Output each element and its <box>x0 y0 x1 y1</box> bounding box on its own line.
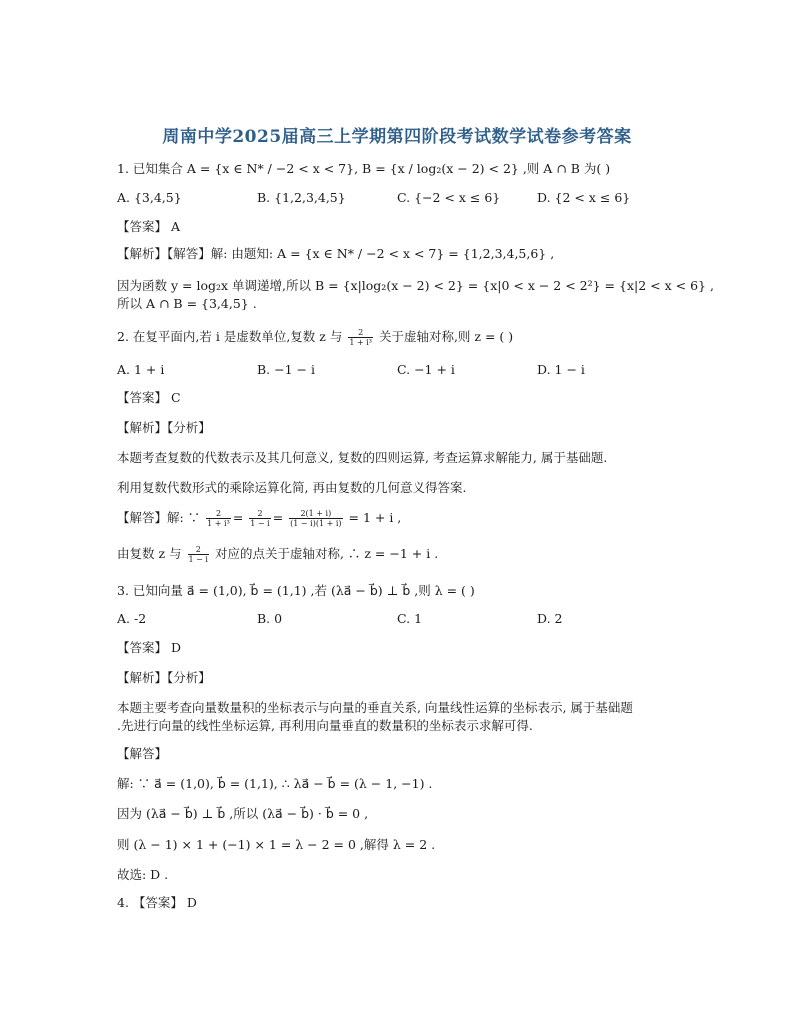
q2-solution-fraction-1: $\frac{2}{\text{1 + i³}}$ <box>207 509 230 528</box>
q3-solution-step-1: 解: ∵ a⃗ = (1,0), b⃗ = (1,1), ∴ λa⃗ − b⃗ = (λ − 1, −1) . <box>117 776 433 791</box>
q4-answer: 4. 【答案】 D <box>117 895 197 910</box>
q2-option-b: B. −1 − i <box>257 362 315 377</box>
q1-answer: 【答案】 A <box>117 219 181 234</box>
q2-solution-suffix: = 1 + i , <box>348 510 402 525</box>
q3-solution-step-3: 则 (λ − 1) × 1 + (−1) × 1 = λ − 2 = 0 ,解得 λ = 2 . <box>117 837 436 852</box>
q2-option-a: A. 1 + i <box>117 362 165 377</box>
q2-analysis-text-1: 本题考查复数的代数表示及其几何意义, 复数的四则运算, 考查运算求解能力, 属于基础题. <box>117 450 608 465</box>
q3-analysis-text-1: 本题主要考查向量数量积的坐标表示与向量的垂直关系, 向量线性运算的坐标表示, 属于基础题 <box>117 700 633 715</box>
q3-solution-label: 【解答】 <box>117 746 168 761</box>
q2-analysis-text-2: 利用复数代数形式的乘除运算化简, 再由复数的几何意义得答案. <box>117 480 467 495</box>
q3-option-b: B. 0 <box>257 611 283 626</box>
q3-answer: 【答案】 D <box>117 640 181 655</box>
q2-conclusion-part-a: 由复数 z 与 <box>117 546 182 561</box>
q3-option-a: A. -2 <box>117 611 147 626</box>
q2-analysis-label: 【解析】【分析】 <box>117 420 211 435</box>
q2-stem-part-a: 2. 在复平面内,若 i 是虚数单位,复数 z 与 <box>117 329 343 344</box>
q3-analysis-label: 【解析】【分析】 <box>117 670 211 685</box>
q1-stem: 1. 已知集合 A = {x ∈ N* / −2 < x < 7}, B = {x / log₂(x − 2) < 2} ,则 A ∩ B 为( ) <box>117 161 611 176</box>
q1-option-c: C. {−2 < x ≤ 6} <box>397 190 501 205</box>
q2-answer: 【答案】 C <box>117 390 181 405</box>
q2-option-d: D. 1 − i <box>537 362 585 377</box>
q2-fraction: $\frac{2}{\text{1 + i³}}$ <box>349 328 372 347</box>
q2-conclusion-fraction: $\frac{2}{1 - i}$ <box>188 545 208 564</box>
q3-option-c: C. 1 <box>397 611 423 626</box>
q1-option-a: A. {3,4,5} <box>117 190 182 205</box>
q2-stem-part-b: 关于虚轴对称,则 z = ( ) <box>378 329 514 344</box>
q2-solution-prefix: 【解答】解: ∵ <box>117 510 201 525</box>
q1-analysis-2: 因为函数 y = log₂x 单调递增,所以 B = {x|log₂(x − 2) < 2} = {x|0 < x − 2 < 2²} = {x|2 < x < 6} , <box>117 278 714 293</box>
q1-analysis-1: 【解析】【解答】解: 由题知: A = {x ∈ N* / −2 < x < 7} = {1,2,3,4,5,6} , <box>117 246 555 261</box>
q1-analysis-3: 所以 A ∩ B = {3,4,5} . <box>117 296 257 311</box>
q2-solution-fraction-2: $\frac{2}{1 - i}$ <box>250 509 270 528</box>
page-title: 周南中学2025届高三上学期第四阶段考试数学试卷参考答案 <box>162 127 632 147</box>
q2-solution: 【解答】解: ∵ $\frac{2}{\text{1 + i³}}$ = $\frac{2}{1 - i}$ = $\frac{2(1 + i)}{(1 - i)(1 + i)}$ = 1 + i , <box>117 509 402 528</box>
q2-solution-fraction-3: $\frac{2(1 + i)}{(1 - i)(1 + i)}$ <box>290 509 342 528</box>
q3-option-d: D. 2 <box>537 611 563 626</box>
q3-solution-step-2: 因为 (λa⃗ − b⃗) ⊥ b⃗ ,所以 (λa⃗ − b⃗) · b⃗ = 0 , <box>117 806 369 821</box>
q1-option-d: D. {2 < x ≤ 6} <box>537 190 631 205</box>
q2-conclusion-part-b: 对应的点关于虚轴对称, ∴ z = −1 + i . <box>214 546 439 561</box>
q2-option-c: C. −1 + i <box>397 362 455 377</box>
q2-conclusion <box>117 545 697 564</box>
q1-option-b: B. {1,2,3,4,5} <box>257 190 346 205</box>
q2-stem <box>117 328 697 347</box>
q3-solution-step-4: 故选: D . <box>117 867 169 882</box>
q3-analysis-text-2: .先进行向量的线性坐标运算, 再利用向量垂直的数量积的坐标表示求解可得. <box>117 718 533 733</box>
q3-stem: 3. 已知向量 a⃗ = (1,0), b⃗ = (1,1) ,若 (λa⃗ − b⃗) ⊥ b⃗ ,则 λ = ( ) <box>117 583 475 598</box>
